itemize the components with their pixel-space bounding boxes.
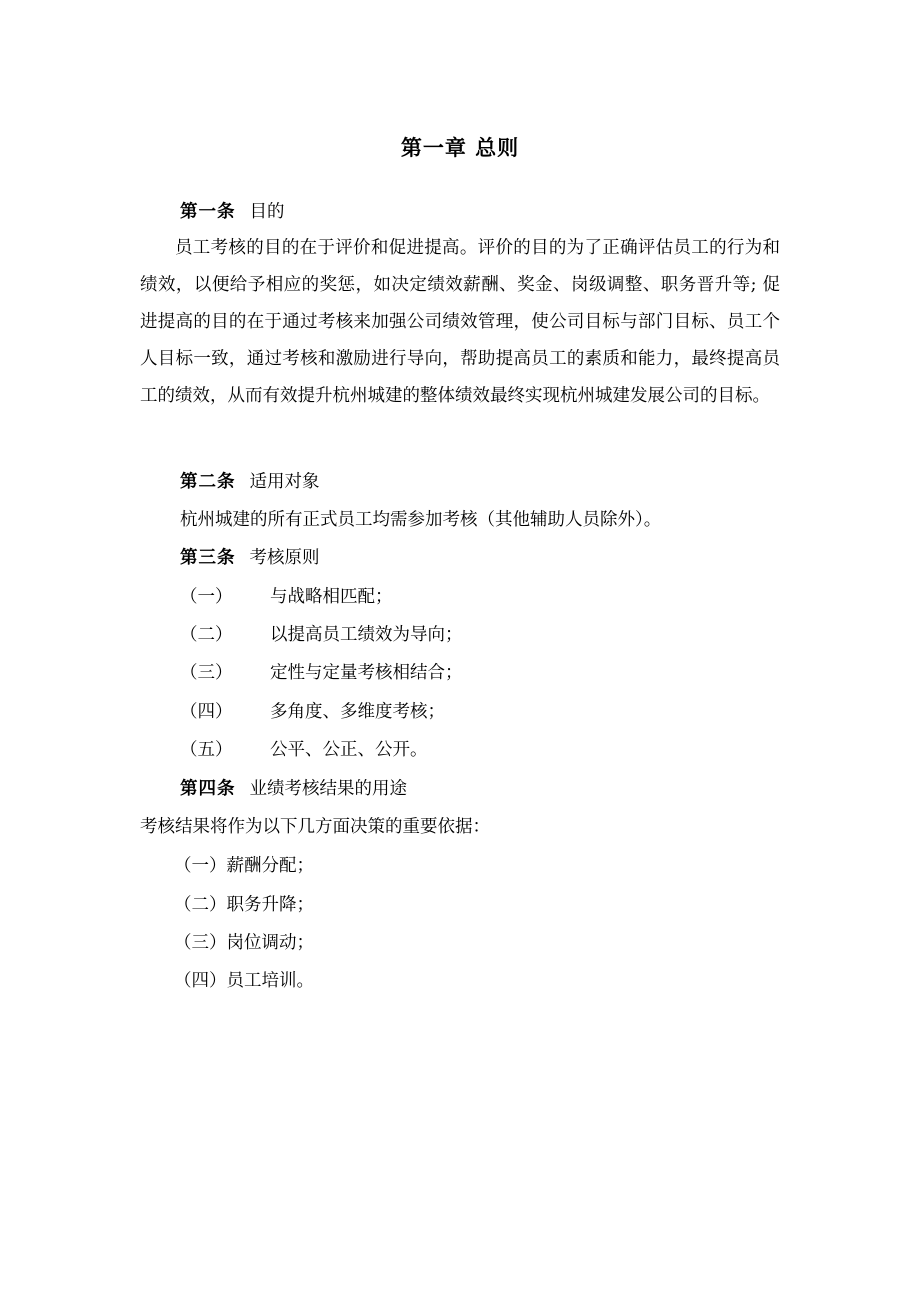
article-2-number: 第二条 — [180, 472, 236, 492]
principle-item — [180, 623, 463, 647]
principle-item-index: （四） — [180, 702, 233, 722]
article-3-number: 第三条 — [180, 548, 236, 568]
principle-item — [180, 661, 463, 685]
principle-item-index: （二） — [180, 625, 233, 645]
article-2-body: 杭州城建的所有正式员工均需参加考核（其他辅助人员除外）。 — [180, 510, 662, 530]
article-3-title: 考核原则 — [249, 548, 320, 568]
principle-item-text: 多角度、多维度考核； — [270, 702, 445, 722]
usage-item: （三）岗位调动； — [174, 933, 314, 953]
usage-item: （二）职务升降； — [174, 895, 314, 915]
article-4-intro: 考核结果将作为以下几方面决策的重要依据： — [140, 817, 490, 837]
article-2-heading — [180, 470, 320, 494]
article-4-heading — [180, 777, 407, 801]
principle-item — [180, 738, 428, 762]
chapter-title: 第一章 总则 — [400, 135, 520, 160]
principle-item-index: （一） — [180, 587, 233, 607]
article-1-title: 目的 — [249, 202, 285, 222]
principle-item-text: 公平、公正、公开。 — [270, 740, 428, 760]
principle-item — [180, 700, 445, 724]
article-1-heading — [180, 200, 285, 224]
usage-item: （四）员工培训。 — [174, 971, 314, 991]
article-4-number: 第四条 — [180, 779, 236, 799]
usage-item: （一）薪酬分配； — [174, 856, 314, 876]
article-3-heading — [180, 546, 320, 570]
principle-item — [180, 585, 393, 609]
principle-item-text: 定性与定量考核相结合； — [270, 663, 463, 683]
principle-item-index: （五） — [180, 740, 233, 760]
article-1-body: 员工考核的目的在于评价和促进提高。评价的目的为了正确评估员工的行为和绩效，以便给予相应的奖惩，如决定绩效薪酬、奖金、岗级调整、职务晋升等; 促进提高的目的在于通过考核来加强公司绩效管理，使公司目标与部门目标、员工个人目标一致，通过考核和激励进行导向，帮助提高员工的素质和能力，最终提高员工的绩效，从而有效提升杭州城建的整体绩效最终实现杭州城建发展公司的目标。 — [140, 238, 780, 406]
principle-item-text: 与战略相匹配； — [270, 587, 393, 607]
article-4-title: 业绩考核结果的用途 — [249, 779, 407, 799]
principle-item-index: （三） — [180, 663, 233, 683]
principle-item-text: 以提高员工绩效为导向； — [270, 625, 463, 645]
article-1-number: 第一条 — [180, 202, 236, 222]
article-2-title: 适用对象 — [249, 472, 320, 492]
